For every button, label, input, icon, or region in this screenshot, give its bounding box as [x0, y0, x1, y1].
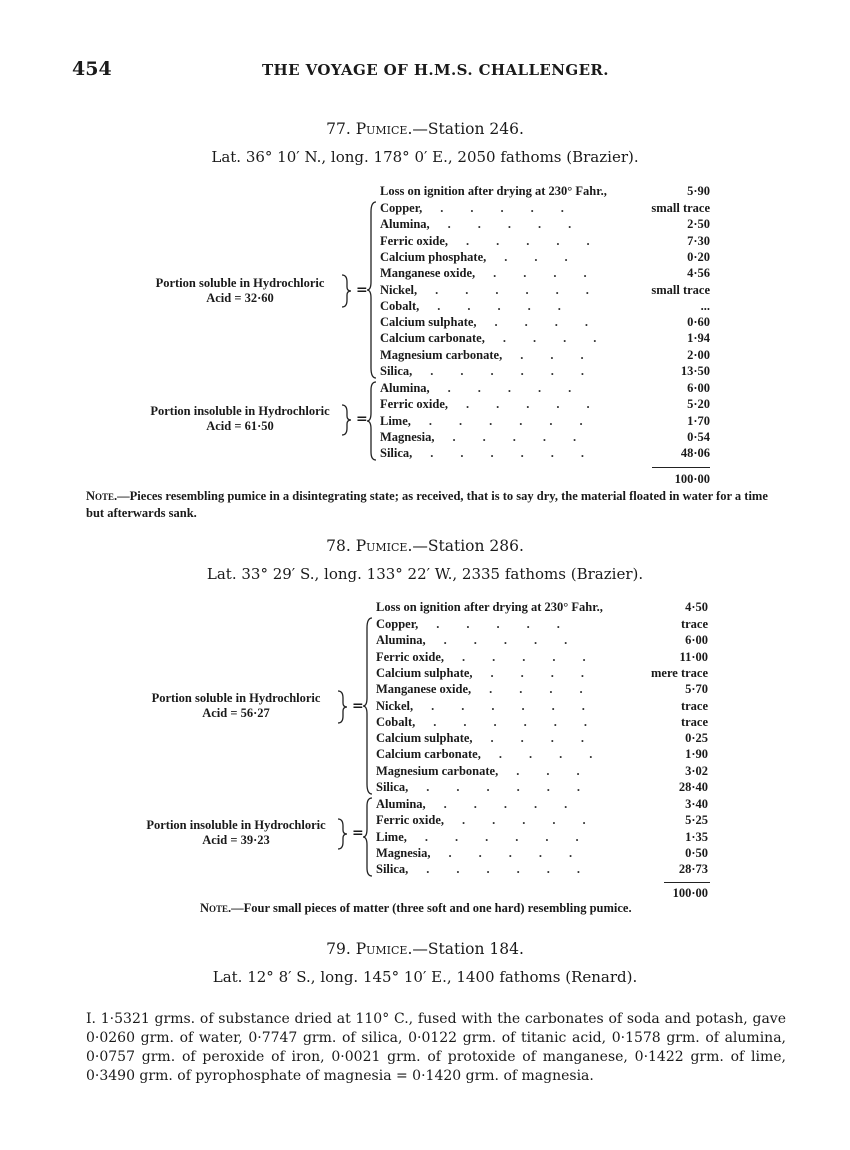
running-title: THE VOYAGE OF H.M.S. CHALLENGER. [262, 61, 609, 79]
table-row-value: small trace [651, 201, 710, 215]
table-row-leader-dots: ..... [436, 617, 587, 631]
table-row-leader-dots: .... [498, 747, 620, 762]
section-77-heading [0, 120, 850, 138]
table-row-leader-dots: ..... [437, 298, 588, 313]
table-row-value: 0·25 [685, 731, 708, 746]
table-row-leader-dots: ... [520, 347, 611, 362]
table-row-value: 28·73 [678, 862, 708, 877]
s77-insoluble-right-brace [340, 404, 352, 436]
table-row-leader-dots: .... [490, 665, 612, 680]
table-row-value: 0·60 [687, 315, 710, 330]
table-row-label: Manganese oxide, [376, 682, 472, 697]
section-77-station: —Station 246. [412, 120, 524, 138]
table-row-value: 11·00 [679, 649, 708, 664]
table-row-leader-dots: ..... [462, 813, 613, 828]
s77-insoluble-label [140, 404, 340, 434]
table-row-value: ... [700, 298, 710, 313]
table-row-value: trace [680, 617, 708, 631]
table-row-leader-dots: .... [493, 266, 614, 281]
table-row-label: Magnesium carbonate, [376, 763, 499, 778]
s78-ignition-label: Loss on ignition after drying at 230° Fahr., [376, 600, 603, 614]
table-row-value: mere trace [650, 665, 708, 680]
s77-note-text: —Pieces resembling pumice in a disintegrating state; as received, that is to say dry, the material floated in water for a time but afterwards sank. [86, 489, 768, 520]
section-77-number: 77. [326, 120, 351, 138]
table-row-leader-dots: ..... [448, 845, 600, 860]
table-row-label: Alumina, [380, 217, 430, 232]
s78-insoluble-label-line2: Acid = 39·23 [202, 833, 270, 847]
table-row-leader-dots: .... [502, 331, 624, 346]
table-row-leader-dots: ...... [430, 364, 612, 378]
table-row-leader-dots: ...... [431, 698, 612, 713]
s78-soluble-right-brace [336, 690, 348, 724]
table-row-value: 5·25 [685, 813, 708, 828]
table-row-leader-dots: ... [504, 249, 595, 264]
section-79-number: 79. [326, 940, 351, 958]
s78-note-text: —Four small pieces of matter (three soft and one hard) resembling pumice. [231, 901, 632, 915]
table-row-label: Magnesium carbonate, [380, 347, 503, 362]
table-row-leader-dots: ..... [462, 649, 613, 664]
s78-note [200, 900, 760, 917]
section-77-title: Pumice. [355, 120, 413, 138]
s77-soluble-equals: = [356, 282, 368, 298]
table-row-label: Cobalt, [376, 714, 416, 729]
s78-soluble-left-brace [362, 616, 374, 796]
s77-insoluble-equals: = [356, 411, 368, 427]
table-row-label: Nickel, [380, 282, 418, 297]
section-78-station: —Station 286. [412, 537, 524, 555]
section-78-number: 78. [326, 537, 351, 555]
table-row-label: Silica, [380, 364, 413, 378]
table-row-label: Manganese oxide, [380, 266, 476, 281]
s77-note [86, 488, 786, 522]
table-row-value: 1·94 [687, 331, 710, 346]
s77-insoluble-label-line2: Acid = 61·50 [206, 419, 274, 433]
s77-soluble-label-line1: Portion soluble in Hydrochloric [155, 276, 325, 290]
table-row-leader-dots: ... [516, 763, 607, 778]
table-row-value: small trace [651, 282, 710, 297]
section-79-location: Lat. 12° 8′ S., long. 145° 10′ E., 1400 fathoms (Renard). [212, 968, 638, 986]
table-row-leader-dots: ...... [433, 714, 614, 729]
table-row-leader-dots: ...... [426, 780, 608, 794]
table-row-value: trace [680, 714, 708, 729]
table-row-label: Magnesia, [376, 845, 431, 860]
table-row-label: Lime, [376, 829, 407, 844]
table-row-label: Alumina, [376, 797, 426, 811]
table-row-leader-dots: ...... [428, 413, 610, 428]
table-row-label: Ferric oxide, [380, 233, 449, 248]
table-row-label: Calcium sulphate, [376, 731, 473, 746]
table-row-label: Alumina, [376, 633, 426, 648]
table-row-value: 5·70 [685, 682, 708, 697]
table-row-label: Magnesia, [380, 429, 435, 444]
table-row-label: Calcium sulphate, [376, 665, 473, 680]
table-row-value: 48·06 [680, 446, 710, 461]
table-row-leader-dots: ...... [426, 862, 608, 877]
section-77-location: Lat. 36° 10′ N., long. 178° 0′ E., 2050 fathoms (Brazier). [211, 148, 639, 166]
table-row-value: 28·40 [678, 780, 708, 794]
table-row-value: 1·90 [685, 747, 708, 762]
table-row-value: 4·56 [687, 266, 710, 281]
table-row-value: 3·40 [685, 797, 708, 811]
s78-soluble-label-line2: Acid = 56·27 [202, 706, 270, 720]
section-79-title: Pumice. [355, 940, 413, 958]
s78-soluble-label-line1: Portion soluble in Hydrochloric [151, 691, 321, 705]
table-row-label: Cobalt, [380, 298, 420, 313]
table-row-leader-dots: ..... [443, 633, 595, 648]
table-row-leader-dots: ..... [466, 233, 617, 248]
s78-total: 100·00 [672, 886, 708, 900]
table-row-leader-dots: ..... [447, 217, 599, 232]
s78-insoluble-equals: = [352, 825, 364, 841]
section-78-heading [0, 537, 850, 555]
s77-total-rule [652, 467, 710, 468]
table-row-value: 0·50 [685, 845, 708, 860]
s78-insoluble-left-brace [362, 796, 374, 878]
table-row-leader-dots: .... [490, 731, 612, 746]
s77-ignition-label: Loss on ignition after drying at 230° Fahr., [380, 184, 607, 198]
s77-insoluble-label-line1: Portion insoluble in Hydrochloric [150, 404, 330, 418]
table-row-value: 0·20 [687, 249, 710, 264]
table-row-leader-dots: .... [489, 682, 610, 697]
table-row-label: Calcium phosphate, [380, 249, 487, 264]
s78-ignition-value: 4·50 [685, 600, 708, 614]
table-row-value: 5·20 [687, 397, 710, 412]
section-79-station: —Station 184. [412, 940, 524, 958]
table-row-label: Ferric oxide, [376, 649, 445, 664]
table-row-leader-dots: ..... [452, 429, 604, 444]
section-79-heading [0, 940, 850, 958]
table-row-label: Silica, [376, 862, 409, 877]
s78-soluble-equals: = [352, 698, 364, 714]
table-row-leader-dots: ...... [424, 829, 606, 844]
table-row-value: 0·54 [687, 429, 710, 444]
s78-note-label: Note. [200, 901, 232, 915]
page-number: 454 [72, 58, 112, 80]
table-row-label: Calcium carbonate, [380, 331, 485, 346]
s77-soluble-label-line2: Acid = 32·60 [206, 291, 274, 305]
s77-soluble-label [140, 276, 340, 306]
table-row-label: Silica, [376, 780, 409, 794]
table-row-label: Nickel, [376, 698, 414, 713]
table-row-label: Ferric oxide, [380, 397, 449, 412]
table-row-label: Silica, [380, 446, 413, 461]
section-78-title: Pumice. [355, 537, 413, 555]
table-row-leader-dots: ..... [447, 381, 599, 395]
section-78-location: Lat. 33° 29′ S., long. 133° 22′ W., 2335 fathoms (Brazier). [206, 565, 644, 583]
s78-soluble-label [136, 691, 336, 721]
table-row-label: Lime, [380, 413, 411, 428]
s78-insoluble-label-line1: Portion insoluble in Hydrochloric [146, 818, 326, 832]
table-row-leader-dots: ...... [430, 446, 612, 461]
s77-total: 100·00 [674, 472, 710, 486]
table-row-label: Copper, [376, 617, 419, 631]
table-row-label: Ferric oxide, [376, 813, 445, 828]
table-row-value: 13·50 [680, 364, 710, 378]
table-row-leader-dots: .... [494, 315, 616, 330]
s77-soluble-left-brace [366, 200, 378, 380]
table-row-label: Calcium sulphate, [380, 315, 477, 330]
s77-soluble-right-brace [340, 274, 352, 308]
s77-ignition-value: 5·90 [687, 184, 710, 198]
s78-insoluble-label [136, 818, 336, 848]
s78-total-rule [664, 882, 710, 883]
table-row-value: 7·30 [687, 233, 710, 248]
table-row-value: 1·35 [685, 829, 708, 844]
table-row-value: 6·00 [685, 633, 708, 648]
section-79-paragraph: I. 1·5321 grms. of substance dried at 110° C., fused with the carbonates of soda and potash, gave 0·0260 grm. of water, 0·7747 grm. of silica, 0·0122 grm. of titanic acid, 0·1578 grm. of alumina, 0·0757 grm. of peroxide of iron, 0·0021 grm. of protoxide of manganese, 0·1422 grm. of lime, 0·3490 grm. of pyrophosphate of magnesia = 0·1420 grm. of magnesia. [86, 1011, 786, 1084]
table-row-value: trace [680, 698, 708, 713]
table-row-value: 2·00 [687, 347, 710, 362]
table-row-leader-dots: ...... [435, 282, 616, 297]
s77-insoluble-left-brace [366, 380, 378, 462]
table-row-leader-dots: ..... [440, 201, 591, 215]
table-row-value: 2·50 [687, 217, 710, 232]
s77-note-label: Note. [86, 489, 118, 503]
table-row-label: Copper, [380, 201, 423, 215]
s78-insoluble-right-brace [336, 818, 348, 850]
table-row-label: Calcium carbonate, [376, 747, 481, 762]
table-row-label: Alumina, [380, 381, 430, 395]
table-row-value: 6·00 [687, 381, 710, 395]
table-row-leader-dots: ..... [466, 397, 617, 412]
table-row-leader-dots: ..... [443, 797, 595, 811]
table-row-value: 1·70 [687, 413, 710, 428]
table-row-value: 3·02 [685, 763, 708, 778]
